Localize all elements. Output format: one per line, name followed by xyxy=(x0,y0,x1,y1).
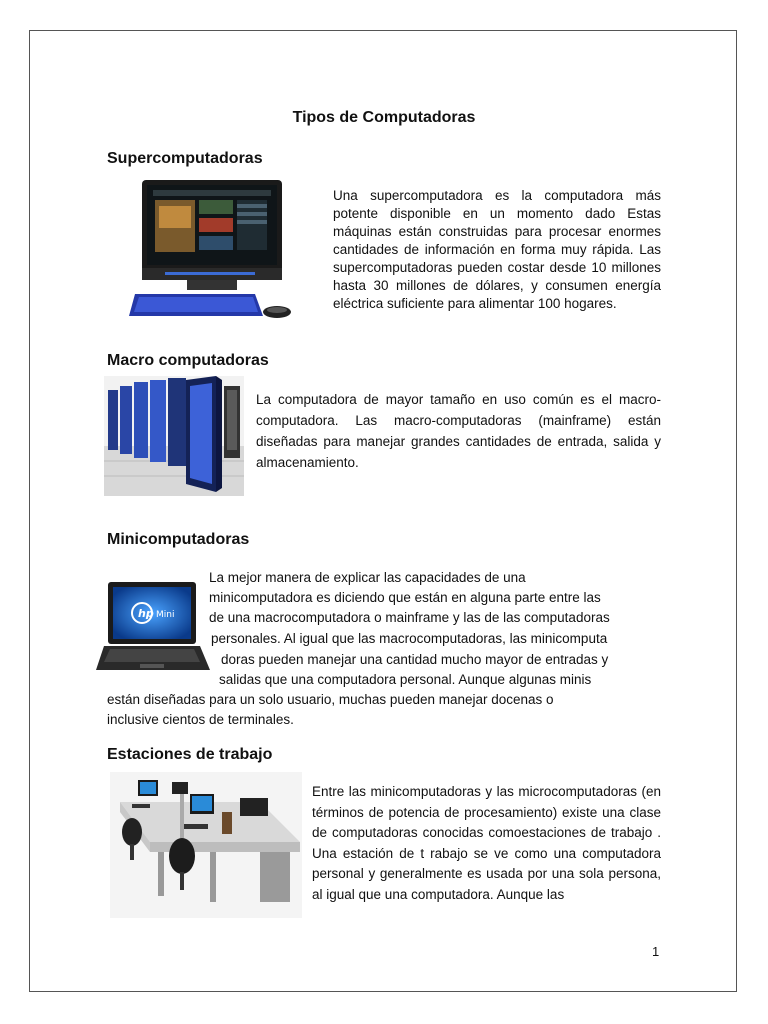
minicomputadoras-line: inclusive cientos de terminales. xyxy=(107,712,294,727)
mini-laptop-image xyxy=(96,580,211,676)
estaciones-de-trabajo-paragraph: Entre las minicomputadoras y las microcomputadoras (en términos de potencia de procesamiento) existe una clase de computadoras conocidas comoestaciones de trabajo . Una estación de t rabajo se ve como una computadora personal y generalmente es usada por una sola persona, al igual que una computadora. Aunque las xyxy=(312,784,661,902)
document-title: Tipos de Computadoras xyxy=(292,109,476,126)
workstations-image xyxy=(110,772,302,918)
minicomputadoras-line: minicomputadora es diciendo que están en alguna parte entre las xyxy=(209,590,601,605)
supercomputer-image xyxy=(125,176,297,326)
minicomputadoras-line: La mejor manera de explicar las capacidades de una xyxy=(209,570,526,585)
minicomputadoras-line: personales. Al igual que las macrocomputadoras, las minicomputa xyxy=(211,631,608,646)
heading-macro-computadoras: Macro computadoras xyxy=(107,352,269,369)
minicomputadoras-line: doras pueden manejar una cantidad mucho mayor de entradas y xyxy=(221,652,609,667)
mainframe-image xyxy=(104,376,244,496)
laptop-screen-logo-text: Mini xyxy=(156,610,175,620)
macro-computadoras-paragraph: La computadora de mayor tamaño en uso común es el macro-computadora. Las macro-computadoras (mainframe) están diseñadas para manejar grandes cantidades de entrada, salida y almacenamiento. xyxy=(256,392,661,470)
page-number: 1 xyxy=(652,944,660,959)
svg-text:hp: hp xyxy=(138,607,154,620)
minicomputadoras-line: de una macrocomputadora o mainframe y las de las computadoras xyxy=(209,610,610,625)
supercomputadoras-paragraph: Una supercomputadora es la computadora más potente disponible en un momento dado Estas máquinas están construidas para procesar enormes cantidades de información en forma muy rápida. Las supercomputadoras pueden costar desde 10 millones hasta 30 millones de dólares, y consumen energía eléctrica suficiente para alimentar 100 hogares. xyxy=(333,188,661,311)
heading-supercomputadoras: Supercomputadoras xyxy=(107,150,263,167)
minicomputadoras-line: salidas que una computadora personal. Aunque algunas minis xyxy=(219,672,592,687)
minicomputadoras-line: están diseñadas para un solo usuario, muchas pueden manejar docenas o xyxy=(107,692,554,707)
heading-estaciones-de-trabajo: Estaciones de trabajo xyxy=(107,746,273,763)
heading-minicomputadoras: Minicomputadoras xyxy=(107,531,250,548)
